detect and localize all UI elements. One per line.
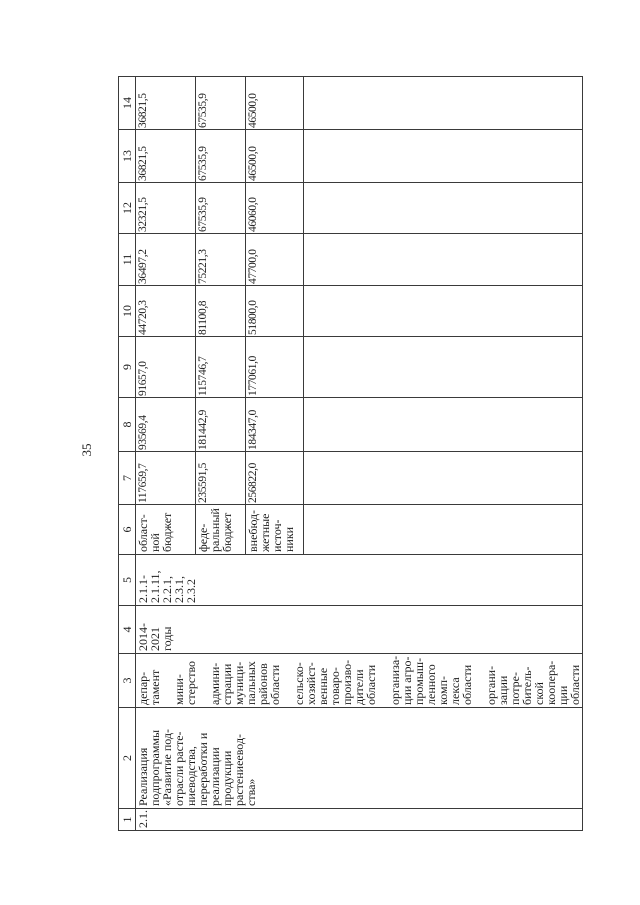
empty-cell <box>304 337 583 398</box>
value-cell: 46060,0 <box>246 183 304 234</box>
source-name: феде- ральный бюджет <box>196 505 246 555</box>
subprogram-name: Реализация подпрограммы «Развитие под- отрасли расте- ниеводства, переработки и реализации продукции растениеевод- ства» <box>136 708 583 809</box>
header-row <box>119 77 136 831</box>
value-cell: 36497,2 <box>136 234 196 286</box>
value-cell: 32321,5 <box>136 183 196 234</box>
col-header-9: 9 <box>119 337 136 398</box>
page-number: 35 <box>79 443 94 457</box>
empty-cell <box>304 452 583 505</box>
source-name: област- ной бюджет <box>136 505 196 555</box>
empty-cell <box>304 505 583 555</box>
value-cell: 184347,0 <box>246 398 304 452</box>
value-cell: 67535,9 <box>196 183 246 234</box>
col-header-7: 7 <box>119 452 136 505</box>
value-cell: 36821,5 <box>136 130 196 183</box>
empty-cell <box>304 234 583 286</box>
col-header-10: 10 <box>119 286 136 337</box>
col-header-13: 13 <box>119 130 136 183</box>
value-cell: 256822,0 <box>246 452 304 505</box>
col-header-1: 1 <box>119 809 136 831</box>
col-header-12: 12 <box>119 183 136 234</box>
value-cell: 91657,0 <box>136 337 196 398</box>
value-cell: 181442,9 <box>196 398 246 452</box>
col-header-4: 4 <box>119 606 136 654</box>
value-cell: 75221,3 <box>196 234 246 286</box>
empty-cell <box>304 398 583 452</box>
executors: депар- тамент мини- стерство админи- страции муници- пальных районов области сельско- хозяйст- венные товаро- произво- дители области организа- ции агро- промыш- ленного комп- лекса области органи- зации потре- битель- ской коопера- ции области <box>136 654 583 708</box>
col-header-3: 3 <box>119 654 136 708</box>
empty-cell <box>304 77 583 130</box>
value-cell: 67535,9 <box>196 130 246 183</box>
source-name: внебюд- жетные источ- ники <box>246 505 304 555</box>
years: 2014- 2021 годы <box>136 606 583 654</box>
col-header-5: 5 <box>119 555 136 606</box>
empty-cell <box>304 183 583 234</box>
funding-table <box>118 76 583 831</box>
value-cell: 46500,0 <box>246 77 304 130</box>
value-cell: 51800,0 <box>246 286 304 337</box>
col-header-2: 2 <box>119 708 136 809</box>
value-cell: 115746,7 <box>196 337 246 398</box>
value-cell: 36821,5 <box>136 77 196 130</box>
value-cell: 117659,7 <box>136 452 196 505</box>
value-cell: 67535,9 <box>196 77 246 130</box>
col-header-8: 8 <box>119 398 136 452</box>
table-row-regional-budget <box>136 77 196 831</box>
empty-cell <box>304 130 583 183</box>
row-number: 2.1. <box>136 809 583 831</box>
measures: 2.1.1- 2.1.11, 2.2.1, 2.3.1, 2.3.2 <box>136 555 583 606</box>
col-header-14: 14 <box>119 77 136 130</box>
col-header-6: 6 <box>119 505 136 555</box>
value-cell: 81100,8 <box>196 286 246 337</box>
value-cell: 44720,3 <box>136 286 196 337</box>
value-cell: 47700,0 <box>246 234 304 286</box>
value-cell: 177061,0 <box>246 337 304 398</box>
value-cell: 93569,4 <box>136 398 196 452</box>
rotated-table-container <box>118 77 582 831</box>
value-cell: 235591,5 <box>196 452 246 505</box>
col-header-11: 11 <box>119 234 136 286</box>
value-cell: 46500,0 <box>246 130 304 183</box>
empty-cell <box>304 286 583 337</box>
